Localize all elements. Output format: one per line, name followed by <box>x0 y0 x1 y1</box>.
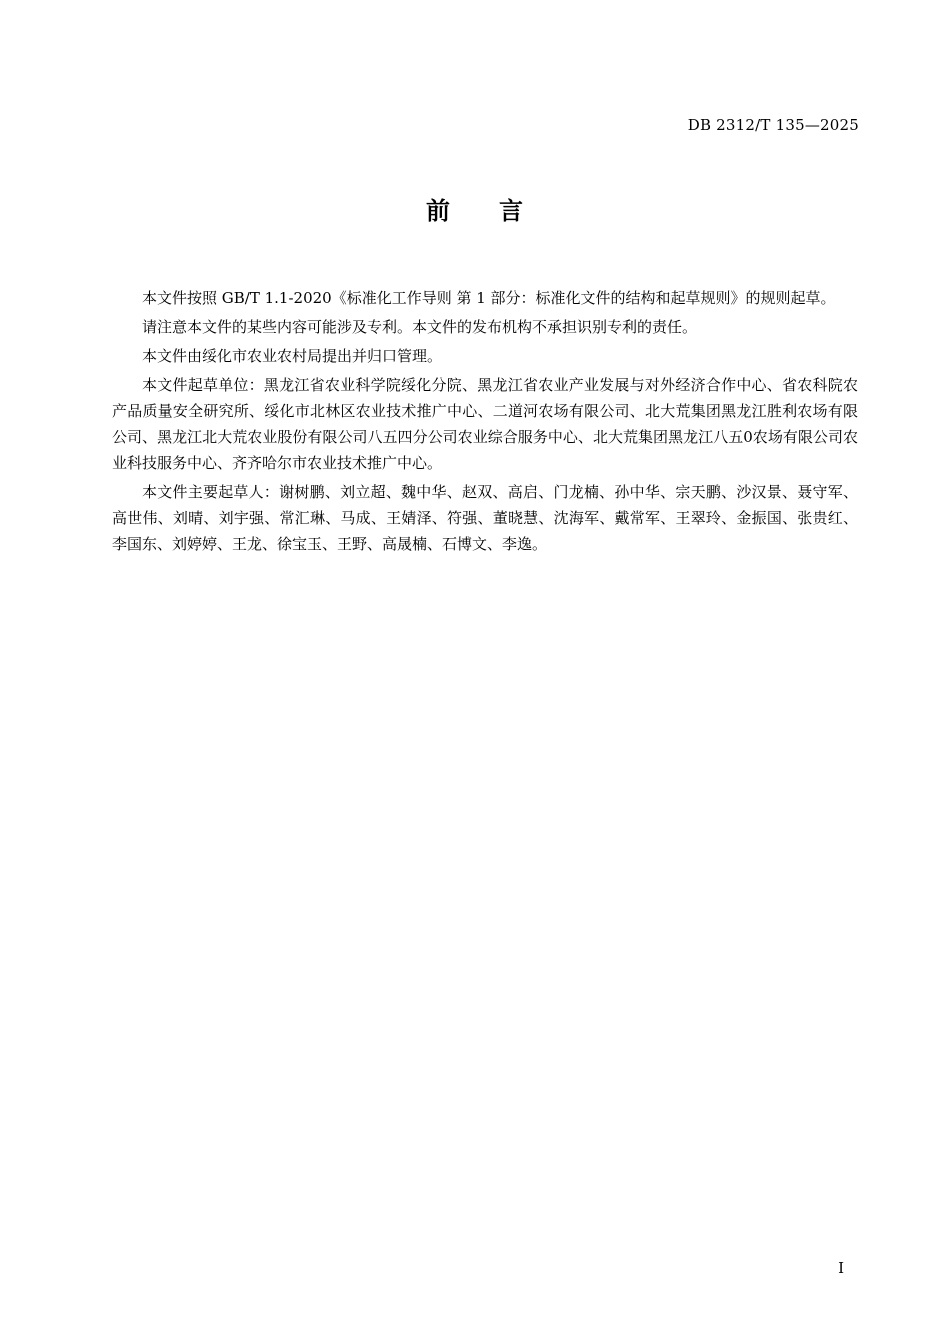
paragraph-drafting-rules: 本文件按照 GB/T 1.1-2020《标准化工作导则 第 1 部分：标准化文件的结构和起草规则》的规则起草。 <box>142 289 836 307</box>
page-title <box>0 194 950 228</box>
title-char-2: 言 <box>499 197 524 225</box>
paragraph-drafting-units: 本文件起草单位：黑龙江省农业科学院绥化分院、黑龙江省农业产业发展与对外经济合作中心、省农科院农产品质量安全研究所、绥化市北林区农业技术推广中心、二道河农场有限公司、北大荒集团黑龙江胜利农场有限公司、黑龙江北大荒农业股份有限公司八五四分公司农业综合服务中心、北大荒集团黑龙江八五0农场有限公司农业科技服务中心、齐齐哈尔市农业技术推广中心。 <box>112 376 858 472</box>
paragraph-proposer: 本文件由绥化市农业农村局提出并归口管理。 <box>142 347 443 365</box>
title-char-1: 前 <box>426 197 451 225</box>
paragraph-drafters: 本文件主要起草人：谢树鹏、刘立超、魏中华、赵双、高启、门龙楠、孙中华、宗天鹏、沙汉景、聂守军、高世伟、刘晴、刘宇强、常汇琳、马成、王婧泽、符强、董晓慧、沈海军、戴常军、王翠玲、金振国、张贵红、李国东、刘婷婷、王龙、徐宝玉、王野、高晟楠、石博文、李逸。 <box>112 483 858 553</box>
foreword-body <box>112 285 858 560</box>
page-number: I <box>838 1259 844 1277</box>
paragraph-patent-notice: 请注意本文件的某些内容可能涉及专利。本文件的发布机构不承担识别专利的责任。 <box>142 318 698 336</box>
document-code: DB 2312/T 135—2025 <box>687 116 859 134</box>
